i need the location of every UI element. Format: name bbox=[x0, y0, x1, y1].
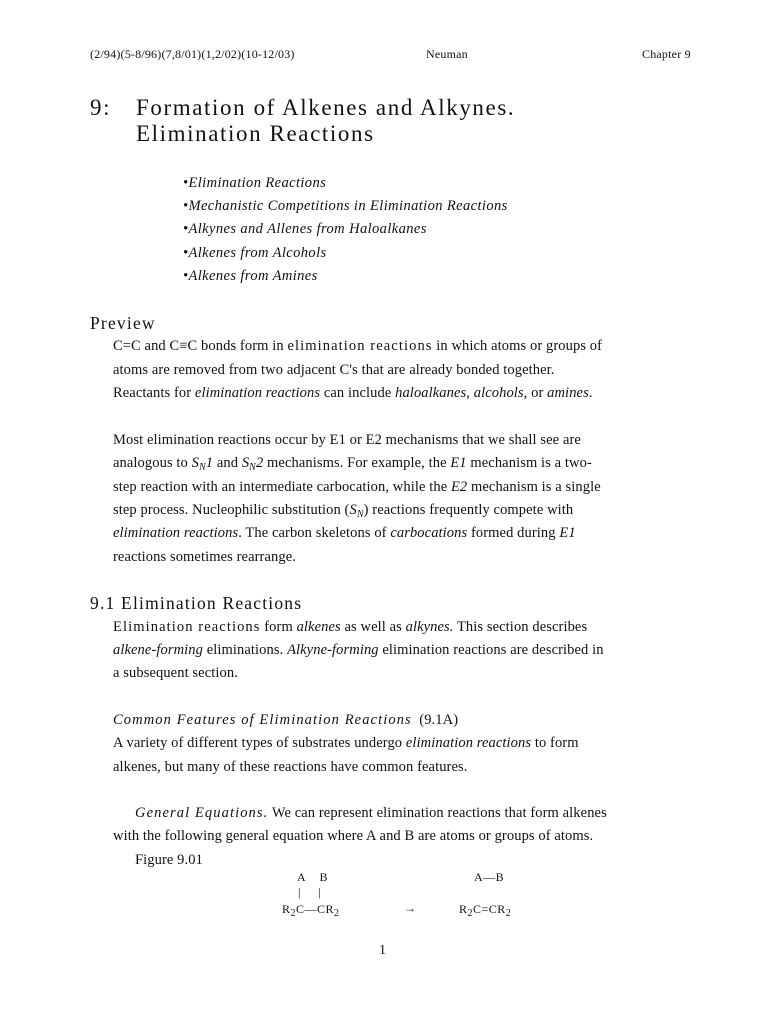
section-line: alkene-forming eliminations. Alkyne-forming elimination reactions are described in bbox=[113, 642, 604, 658]
product-formula: $R_2C=CR_2$ bbox=[459, 902, 512, 919]
reactant-formula: $R_2C—CR_2$ bbox=[282, 902, 340, 919]
preview-line: Most elimination reactions occur by E1 or E2 mechanisms that we shall see are bbox=[113, 432, 581, 448]
preview-line: step reaction with an intermediate carbocation, while the E2 mechanism is a single bbox=[113, 479, 601, 495]
general-equations-line: with the following general equation where A and B are atoms or groups of atoms. bbox=[113, 828, 594, 844]
outline-item: •Alkenes from Alcohols bbox=[183, 245, 327, 261]
preview-line: step process. Nucleophilic substitution $(S_N)$ reactions frequently compete with bbox=[113, 502, 574, 520]
section-heading-9-1: 9.1 Elimination Reactions bbox=[90, 593, 303, 613]
section-line: alkenes, but many of these reactions have common features. bbox=[113, 759, 468, 775]
section-line: A variety of different types of substrates undergo elimination reactions to form bbox=[113, 735, 579, 751]
outline-item: •Elimination Reactions bbox=[183, 175, 327, 191]
reactant-bonds: | | bbox=[298, 885, 322, 899]
preview-line: analogous to $S_N1$ and $S_N2$ mechanisms. For example, the E1 mechanism is a two- bbox=[113, 455, 592, 473]
chapter-title-line2: Elimination Reactions bbox=[136, 121, 375, 146]
preview-line: Reactants for elimination reactions can include haloalkanes, alcohols, or amines. bbox=[113, 385, 593, 401]
header-chapter: Chapter 9 bbox=[642, 47, 691, 61]
header-author: Neuman bbox=[426, 47, 468, 61]
outline-item: •Alkynes and Allenes from Haloalkanes bbox=[183, 221, 427, 237]
section-line: Elimination reactions form alkenes as well as alkynes. This section describes bbox=[113, 619, 588, 635]
preview-line: reactions sometimes rearrange. bbox=[113, 549, 296, 565]
section-line: a subsequent section. bbox=[113, 665, 238, 681]
header-dates: (2/94)(5-8/96)(7,8/01)(1,2/02)(10-12/03) bbox=[90, 47, 295, 61]
chapter-title-line1: Formation of Alkenes and Alkynes. bbox=[136, 95, 516, 120]
reactant-substituents: A B bbox=[297, 870, 329, 884]
outline-item: •Mechanistic Competitions in Elimination Reactions bbox=[183, 198, 508, 214]
preview-heading: Preview bbox=[90, 313, 156, 333]
subsection-heading-9-1a: Common Features of Elimination Reactions (9.1A) bbox=[113, 712, 459, 728]
preview-line: C=C and C≡C bonds form in elimination reactions in which atoms or groups of bbox=[113, 338, 603, 354]
preview-line: elimination reactions. The carbon skeletons of carbocations formed during E1 bbox=[113, 525, 576, 541]
chapter-number: 9: bbox=[90, 95, 112, 120]
general-equations-line: General Equations. We can represent elimination reactions that form alkenes bbox=[135, 805, 607, 821]
page-number: 1 bbox=[379, 943, 386, 958]
reaction-arrow: → bbox=[404, 901, 417, 915]
figure-label: Figure 9.01 bbox=[135, 852, 203, 868]
outline-item: •Alkenes from Amines bbox=[183, 268, 318, 284]
product-ab: A—B bbox=[474, 870, 505, 884]
preview-line: atoms are removed from two adjacent C's that are already bonded together. bbox=[113, 362, 555, 378]
